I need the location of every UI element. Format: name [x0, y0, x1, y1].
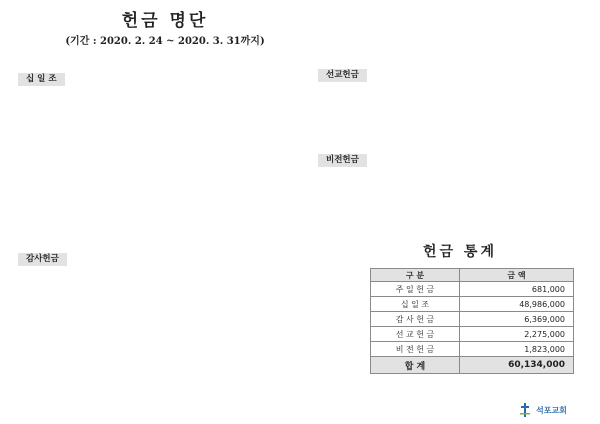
stats-row-amount: 681,000 — [460, 282, 574, 297]
stats-header-label: 구 분 — [371, 269, 460, 282]
church-logo — [520, 402, 567, 418]
section-label-thanks: 감사헌금 — [18, 253, 67, 266]
logo-church-name: 석포교회 — [536, 405, 567, 415]
stats-header-row — [371, 269, 574, 282]
table-row — [371, 342, 574, 357]
table-row — [371, 312, 574, 327]
stats-row-label: 선 교 헌 금 — [371, 327, 460, 342]
section-label-reserve: 비전헌금 — [318, 154, 367, 167]
mission-names — [318, 84, 590, 144]
stats-row-amount: 2,275,000 — [460, 327, 574, 342]
section-label-tithe: 십 일 조 — [18, 73, 65, 86]
table-row — [371, 282, 574, 297]
tithe-names — [18, 88, 303, 246]
stats-row-amount: 6,369,000 — [460, 312, 574, 327]
stats-title: 헌금 통계 — [423, 244, 497, 260]
section-label-mission: 선교헌금 — [318, 69, 367, 82]
stats-table — [370, 268, 574, 374]
stats-row-label: 감 사 헌 금 — [371, 312, 460, 327]
stats-header-amount: 금 액 — [460, 269, 574, 282]
stats-row-amount: 1,823,000 — [460, 342, 574, 357]
stats-total-row — [371, 357, 574, 374]
stats-row-label: 십 일 조 — [371, 297, 460, 312]
table-row — [371, 297, 574, 312]
page-title: 헌금 명단 — [121, 11, 209, 31]
table-row — [371, 327, 574, 342]
period-text: (기간 : 2020. 2. 24 ~ 2020. 3. 31까지) — [65, 36, 265, 47]
stats-row-label: 주 일 헌 금 — [371, 282, 460, 297]
church-cross-icon — [520, 403, 530, 417]
stats-total-amount: 60,134,000 — [460, 357, 574, 374]
stats-total-label: 합 계 — [371, 357, 460, 374]
reserve-names — [318, 169, 590, 231]
stats-row-amount: 48,986,000 — [460, 297, 574, 312]
thanks-names — [18, 268, 303, 396]
stats-row-label: 비 전 헌 금 — [371, 342, 460, 357]
